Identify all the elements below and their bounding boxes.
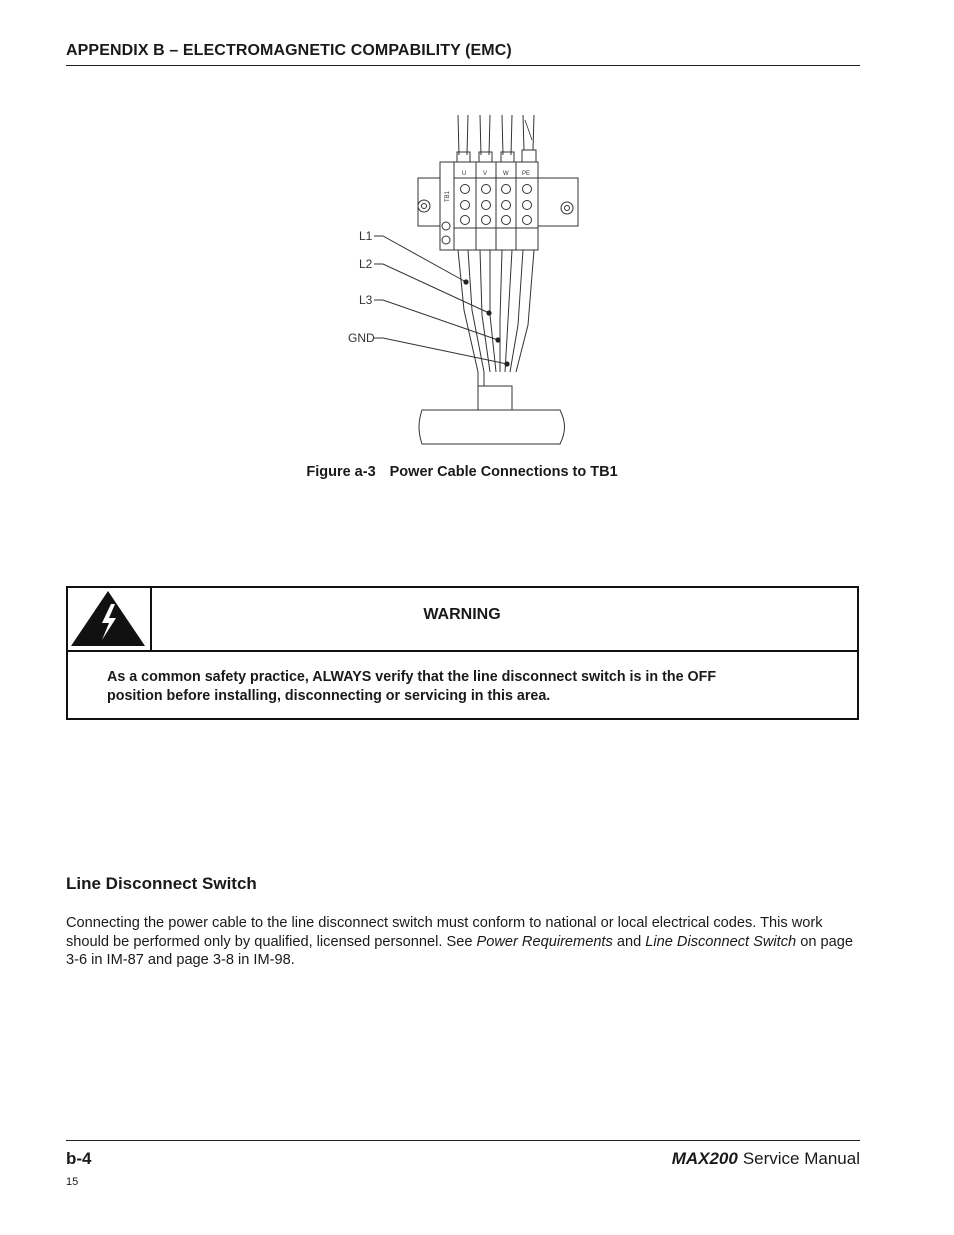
para-text-2: and — [612, 933, 646, 950]
power-cable-figure — [340, 110, 600, 450]
footer-title-text: Service Manual — [742, 1149, 860, 1168]
label-terminal-v: V — [483, 171, 488, 177]
figure-caption — [0, 464, 924, 480]
para-text-1: Connecting the power cable to the line disconnect switch must conform to national or local electrical codes. This work should be performed only by qualified, licensed personnel. See — [66, 915, 823, 950]
footer-manual-title — [672, 1149, 860, 1169]
footer-page-number: b-4 — [66, 1149, 92, 1168]
warning-icon-cell — [68, 588, 152, 650]
wire-top-2 — [480, 115, 490, 155]
figure-caption-number: Figure a-3 — [306, 464, 376, 480]
label-gnd: GND — [348, 331, 375, 345]
wire-top-4 — [523, 115, 534, 150]
footer-rule — [66, 1140, 860, 1141]
section-paragraph — [66, 914, 856, 970]
label-l3: L3 — [359, 293, 373, 307]
label-terminal-w: W — [503, 171, 509, 177]
warning-text-line-2: position before installing, disconnecting or servicing in this area. — [107, 688, 551, 704]
warning-title: WARNING — [423, 606, 501, 623]
section-heading: Line Disconnect Switch — [66, 874, 257, 893]
footer-model: MAX200 — [671, 1149, 738, 1168]
wire-top-3 — [502, 115, 512, 155]
warning-box — [66, 586, 859, 720]
footer-code: 15 — [66, 1176, 79, 1188]
page-header-title: APPENDIX B – ELECTROMAGNETIC COMPABILITY (EMC) — [66, 42, 512, 59]
wire-top-1 — [458, 115, 468, 155]
label-tb1: TB1 — [445, 190, 451, 202]
para-ref-power-requirements: Power Requirements — [476, 933, 613, 950]
figure-caption-title: Power Cable Connections to TB1 — [389, 464, 618, 480]
electrical-hazard-icon — [68, 588, 150, 650]
para-text-3: on page 3-6 in IM-87 and page 3-8 in IM-98. — [66, 933, 853, 969]
label-l2: L2 — [359, 257, 373, 271]
label-terminal-u: U — [462, 171, 467, 177]
tb1-wiring-diagram — [340, 110, 600, 450]
header-rule — [66, 65, 860, 66]
para-ref-line-disconnect-switch: Line Disconnect Switch — [645, 933, 797, 950]
label-l1: L1 — [359, 229, 373, 243]
warning-header-divider — [68, 650, 857, 652]
connector-body — [419, 410, 565, 444]
label-terminal-pe: PE — [522, 171, 531, 177]
warning-text — [107, 668, 827, 706]
warning-text-line-1: As a common safety practice, ALWAYS verify that the line disconnect switch is in the OFF — [107, 669, 717, 685]
